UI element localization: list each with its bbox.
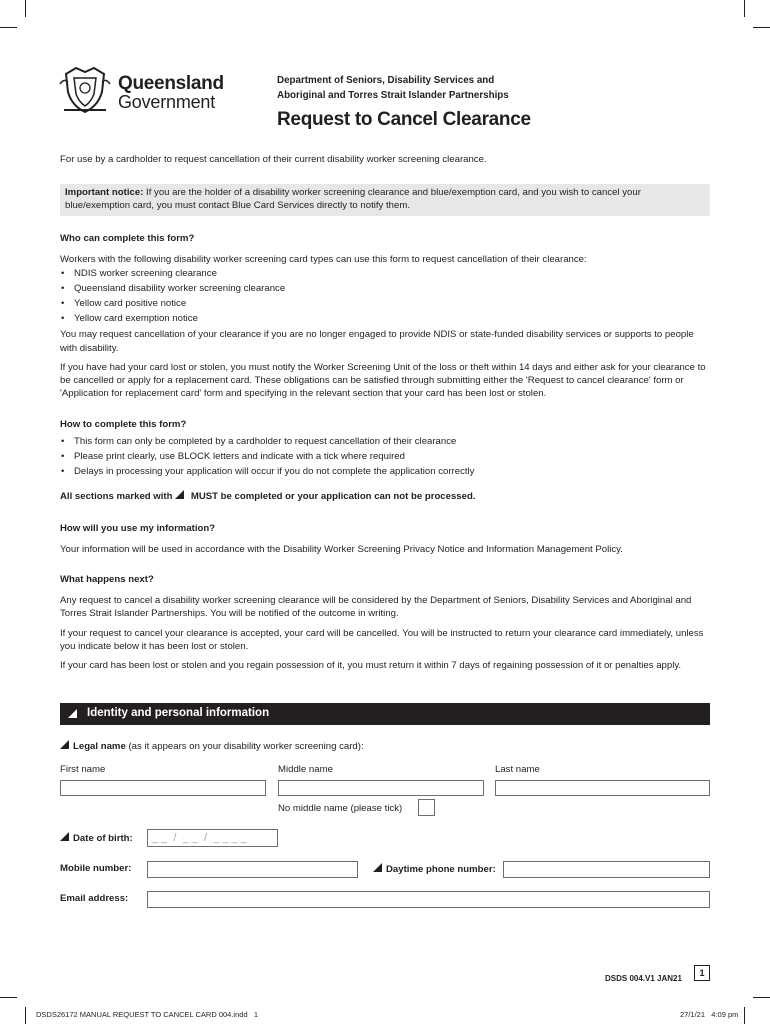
crop-mark — [744, 0, 745, 17]
dob-field[interactable]: _ _ / _ _ / _ _ _ _ — [147, 829, 278, 847]
list-item: • Yellow card exemption notice — [74, 311, 710, 326]
next-para2: If your request to cancel your clearance is accepted, your card will be cancelled. You will be instructed to return your clearance card immediately, unless you indicate below it has been lost or stolen. — [60, 627, 704, 652]
daytime-phone-field[interactable] — [503, 861, 710, 878]
no-middle-name-label: No middle name (please tick) — [278, 803, 403, 814]
email-field[interactable] — [147, 891, 710, 908]
mandatory-note: All sections marked with MUST be completed or your application can not be processed. — [60, 491, 476, 502]
mandatory-triangle-icon — [68, 709, 77, 718]
email-label: Email address: — [60, 893, 129, 904]
how-heading: How to complete this form? — [60, 419, 187, 430]
crop-mark — [744, 1007, 745, 1024]
mandatory-triangle-icon — [60, 832, 69, 841]
dob-label: Date of birth: — [60, 832, 133, 844]
daytime-phone-label: Daytime phone number: — [373, 863, 496, 875]
next-section — [60, 573, 710, 672]
list-item: • Yellow card positive notice — [74, 296, 710, 311]
next-para3: If your card has been lost or stolen and you regain possession of it, you must return it within 7 days of regaining possession of it or penalties apply. — [60, 660, 682, 672]
who-heading: Who can complete this form? — [60, 233, 195, 244]
mandatory-triangle-icon — [175, 490, 184, 499]
use-heading: How will you use my information? — [60, 523, 216, 534]
use-section — [60, 522, 710, 556]
crop-mark — [25, 0, 26, 17]
crop-mark — [25, 1007, 26, 1024]
mobile-field[interactable] — [147, 861, 358, 878]
page-title: Request to Cancel Clearance — [277, 109, 531, 130]
mandatory-triangle-icon — [60, 740, 69, 749]
section-bar-identity: Identity and personal information — [60, 703, 710, 725]
list-item: • Queensland disability worker screening clearance — [74, 281, 710, 296]
legal-name-label: Legal name (as it appears on your disability worker screening card): — [60, 740, 364, 752]
logo-text-queensland: Queensland — [118, 73, 224, 94]
list-item: • This form can only be completed by a cardholder to request cancellation of their clearance — [74, 434, 710, 449]
intro-text: For use by a cardholder to request cancellation of their current disability worker screening clearance. — [60, 154, 487, 165]
mandatory-triangle-icon — [373, 863, 382, 872]
list-item: • Delays in processing your application will occur if you do not complete the application correctly — [74, 464, 710, 479]
qld-crest-logo — [58, 64, 112, 121]
who-list — [60, 266, 710, 326]
who-section — [60, 232, 710, 401]
list-item: • Please print clearly, use BLOCK letters and indicate with a tick where required — [74, 449, 710, 464]
form-code: DSDS 004.V1 JAN21 — [605, 974, 682, 983]
how-list — [60, 434, 710, 479]
last-name-field[interactable] — [495, 780, 710, 796]
how-section — [60, 418, 710, 503]
who-para2: If you have had your card lost or stolen, you must notify the Worker Screening Unit of the loss or theft within 14 days and either ask for your clearance to be cancelled or apply for a replacement card. These obligations can be satisfied through submitting either the 'Request to cancel clearance' form or 'Application for replacement card' form and specifying in the relevant section that your card has been lost or stolen. — [60, 361, 706, 400]
who-para1: You may request cancellation of your clearance if you are no longer engaged to provide NDIS or state-funded disability services or supports to people with disability. — [60, 329, 694, 354]
important-notice: Important notice: If you are the holder of a disability worker screening clearance and blue/exemption card, and you wish to cancel your blue/exemption card, you must contact Blue Card Services directly to notify them. — [60, 184, 710, 216]
next-heading: What happens next? — [60, 574, 154, 585]
middle-name-label: Middle name — [278, 764, 333, 775]
department-name: Department of Seniors, Disability Services and Aboriginal and Torres Strait Islander Partnerships — [277, 75, 509, 101]
next-para1: Any request to cancel a disability worker screening clearance will be considered by the Department of Seniors, Disability Services and Aboriginal and Torres Strait Islander Partnerships. You will be notified of the outcome in writing. — [60, 595, 692, 620]
first-name-field[interactable] — [60, 780, 266, 796]
use-text: Your information will be used in accordance with the Disability Worker Screening Privacy Notice and Information Management Policy. — [60, 544, 623, 555]
who-lead: Workers with the following disability worker screening card types can use this form to request cancellation of their clearance: — [60, 254, 587, 265]
crop-mark — [0, 997, 17, 998]
page-number: 1 — [694, 965, 710, 981]
crop-mark — [753, 997, 770, 998]
mobile-label: Mobile number: — [60, 863, 132, 874]
file-info: DSDS26172 MANUAL REQUEST TO CANCEL CARD 004.indd 1 — [36, 1010, 259, 1019]
first-name-label: First name — [60, 764, 106, 775]
print-date: 27/1/21 4:09 pm — [680, 1010, 739, 1019]
logo-text-government: Government — [118, 92, 216, 112]
list-item: • NDIS worker screening clearance — [74, 266, 710, 281]
crop-mark — [753, 27, 770, 28]
last-name-label: Last name — [495, 764, 540, 775]
middle-name-field[interactable] — [278, 780, 484, 796]
no-middle-name-checkbox[interactable] — [418, 799, 435, 816]
crop-mark — [0, 27, 17, 28]
